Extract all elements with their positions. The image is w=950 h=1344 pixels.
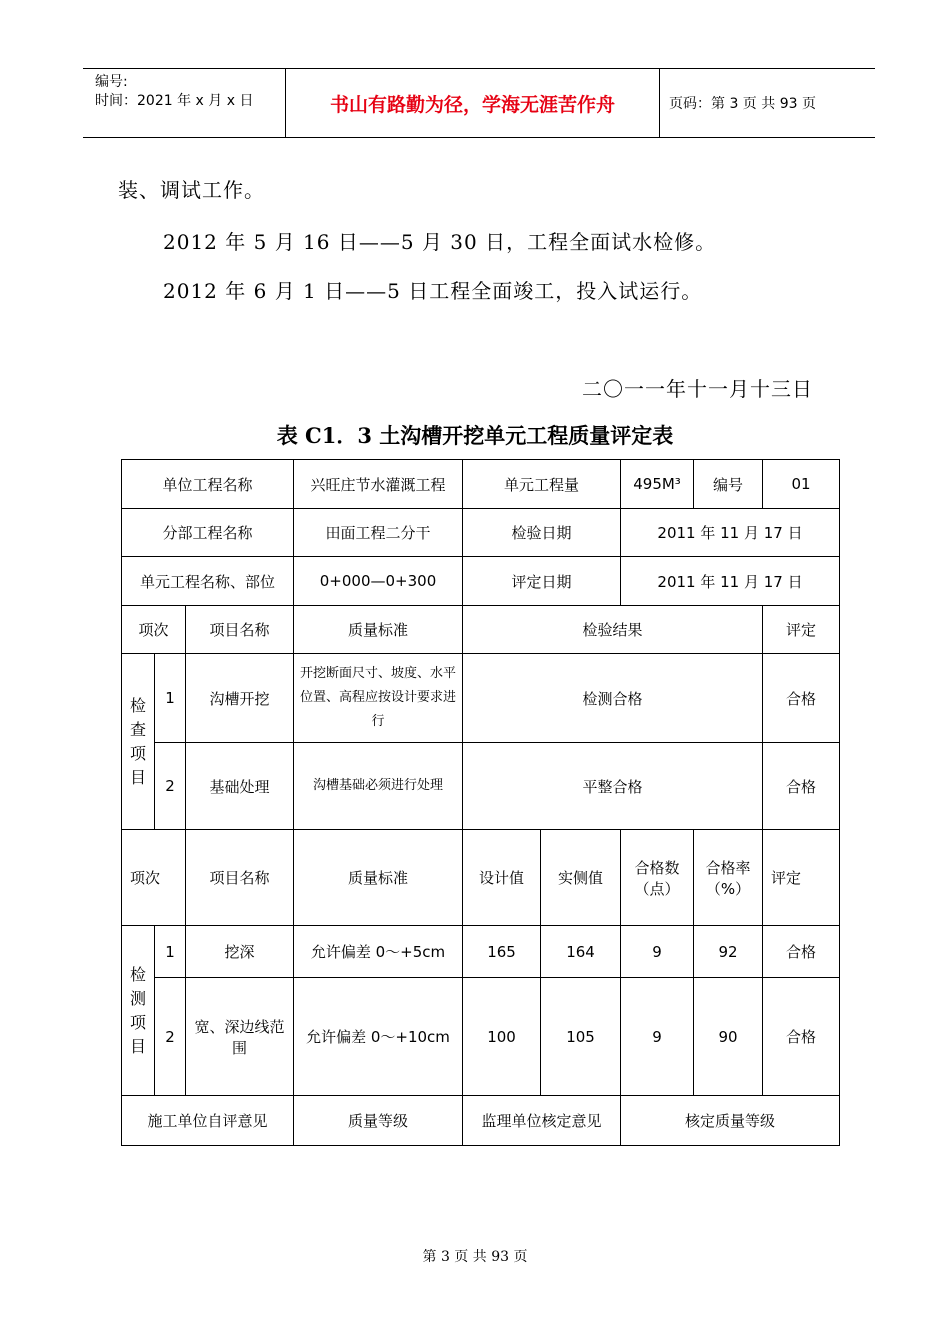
- check-row-result: 检测合格: [463, 654, 763, 743]
- measure-items-label: 检 测 项 目: [122, 926, 155, 1096]
- table-row: [122, 460, 840, 509]
- check-row-no: 2: [155, 743, 186, 830]
- header-grade: 评定: [763, 606, 840, 654]
- serial-label: 编号: [694, 460, 763, 509]
- check-row-no: 1: [155, 654, 186, 743]
- header-pass-rate: 合格率（%）: [694, 830, 763, 926]
- measure-row-design: 100: [463, 978, 541, 1096]
- header-inspection-result: 检验结果: [463, 606, 763, 654]
- verified-quality-level-label: 核定质量等级: [621, 1096, 840, 1146]
- body-line-1: 装、调试工作。: [118, 178, 265, 202]
- table-row: [122, 978, 840, 1096]
- quality-level-label: 质量等级: [294, 1096, 463, 1146]
- header-quality-standard: 质量标准: [294, 606, 463, 654]
- table-row: [122, 509, 840, 557]
- unit-quantity-value: 495M³: [621, 460, 694, 509]
- sub-project-label: 分部工程名称: [122, 509, 294, 557]
- table-row: [122, 654, 840, 743]
- header-quality-standard: 质量标准: [294, 830, 463, 926]
- header-item-name: 项目名称: [186, 830, 294, 926]
- measure-row-no: 2: [155, 978, 186, 1096]
- sub-project-value: 田面工程二分干: [294, 509, 463, 557]
- header-pass-count: 合格数（点）: [621, 830, 694, 926]
- header-time: 时间：2021 年 x 月 x 日: [95, 93, 254, 109]
- check-row-standard: 开挖断面尺寸、坡度、水平位置、高程应按设计要求进行: [294, 654, 463, 743]
- inspection-date-label: 检验日期: [463, 509, 621, 557]
- check-row-name: 基础处理: [186, 743, 294, 830]
- table-row: [122, 830, 840, 926]
- check-row-name: 沟槽开挖: [186, 654, 294, 743]
- table-row: [122, 606, 840, 654]
- check-row-standard: 沟槽基础必须进行处理: [294, 743, 463, 830]
- header-motto: 书山有路勤为径，学海无涯苦作舟: [285, 69, 660, 137]
- measure-row-name: 宽、深边线范围: [186, 978, 294, 1096]
- assessment-date-value: 2011 年 11 月 17 日: [621, 557, 840, 606]
- quality-assessment-table: [121, 459, 840, 1146]
- unit-name-value: 0+000—0+300: [294, 557, 463, 606]
- supervisor-opinion-label: 监理单位核定意见: [463, 1096, 621, 1146]
- measure-row-standard: 允许偏差 0～+5cm: [294, 926, 463, 978]
- header-number: 编号:: [95, 74, 128, 90]
- measure-row-grade: 合格: [763, 926, 840, 978]
- body-line-3: 2012 年 6 月 1 日——5 日工程全面竣工，投入试运行。: [163, 279, 703, 303]
- inspection-date-value: 2011 年 11 月 17 日: [621, 509, 840, 557]
- assessment-date-label: 评定日期: [463, 557, 621, 606]
- unit-quantity-label: 单元工程量: [463, 460, 621, 509]
- page-header: [83, 68, 875, 138]
- header-meta: [83, 69, 285, 137]
- table-row: [122, 743, 840, 830]
- check-row-result: 平整合格: [463, 743, 763, 830]
- unit-name-label: 单元工程名称、部位: [122, 557, 294, 606]
- check-row-grade: 合格: [763, 654, 840, 743]
- contractor-opinion-label: 施工单位自评意见: [122, 1096, 294, 1146]
- measure-row-count: 9: [621, 978, 694, 1096]
- table-title: 表 C1．3 土沟槽开挖单元工程质量评定表: [276, 423, 674, 448]
- header-measured-value: 实侧值: [541, 830, 621, 926]
- measure-row-standard: 允许偏差 0～+10cm: [294, 978, 463, 1096]
- measure-row-no: 1: [155, 926, 186, 978]
- measure-row-rate: 90: [694, 978, 763, 1096]
- page-footer: 第 3 页 共 93 页: [422, 1249, 528, 1265]
- measure-row-grade: 合格: [763, 978, 840, 1096]
- check-row-grade: 合格: [763, 743, 840, 830]
- measure-row-actual: 164: [541, 926, 621, 978]
- measure-row-actual: 105: [541, 978, 621, 1096]
- serial-value: 01: [763, 460, 840, 509]
- header-page-info: 页码：第 3 页 共 93 页: [669, 96, 816, 112]
- header-item-name: 项目名称: [186, 606, 294, 654]
- unit-project-label: 单位工程名称: [122, 460, 294, 509]
- measure-row-count: 9: [621, 926, 694, 978]
- unit-project-value: 兴旺庄节水灌溉工程: [294, 460, 463, 509]
- check-items-label: 检 查 项 目: [122, 654, 155, 830]
- header-item-no: 项次: [122, 830, 186, 926]
- table-row: [122, 1096, 840, 1146]
- date-signature: 二〇一一年十一月十三日: [582, 377, 813, 401]
- header-design-value: 设计值: [463, 830, 541, 926]
- header-item-no: 项次: [122, 606, 186, 654]
- header-grade: 评定: [763, 830, 840, 926]
- table-row: [122, 557, 840, 606]
- table-row: [122, 926, 840, 978]
- measure-row-name: 挖深: [186, 926, 294, 978]
- body-line-2: 2012 年 5 月 16 日——5 月 30 日，工程全面试水检修。: [163, 230, 717, 254]
- measure-row-rate: 92: [694, 926, 763, 978]
- measure-row-design: 165: [463, 926, 541, 978]
